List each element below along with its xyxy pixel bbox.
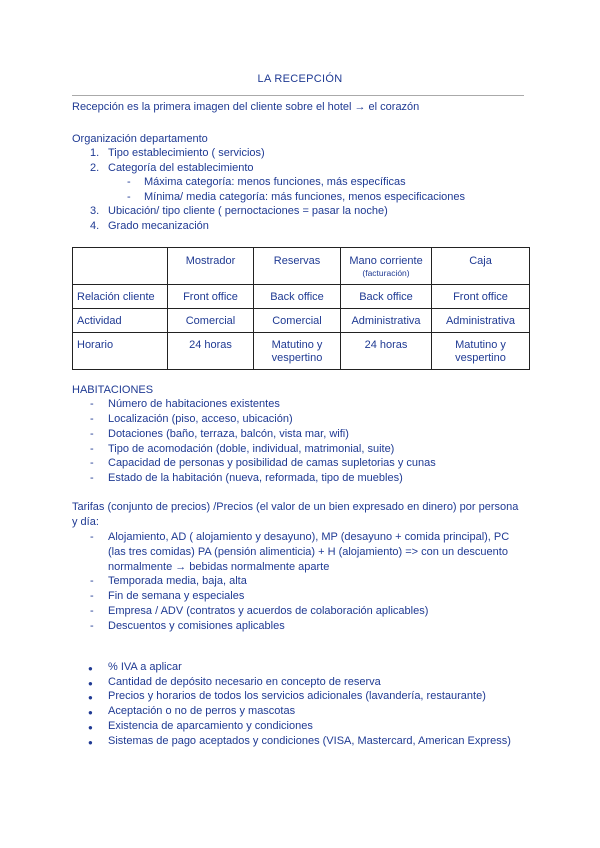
habitaciones-item: Número de habitaciones existentes <box>108 398 280 410</box>
table-header-row <box>73 248 530 285</box>
org-item-2: Categoría del establecimiento <box>108 162 254 174</box>
extras-item: Cantidad de depósito necesario en concepto de reserva <box>108 676 381 688</box>
dash-bullet: - <box>90 443 94 455</box>
org-item-3-num: 3. <box>90 205 100 217</box>
table-header-cell: Mostrador <box>168 248 254 285</box>
title-divider <box>72 95 524 96</box>
table-header-empty <box>73 248 168 285</box>
dash-bullet: - <box>90 575 94 587</box>
extras-item: Existencia de aparcamiento y condiciones <box>108 720 313 732</box>
table-cell: Comercial <box>168 309 254 333</box>
table-row <box>73 309 530 333</box>
org-subitem-2-dash: - <box>127 191 131 203</box>
table-cell: 24 horas <box>341 333 432 370</box>
extras-item: Sistemas de pago aceptados y condiciones (VISA, Mastercard, American Express) <box>108 735 511 747</box>
extras-item: Aceptación o no de perros y mascotas <box>108 705 296 717</box>
reception-table <box>72 247 530 370</box>
table-cell: Actividad <box>73 309 168 333</box>
table-cell: Matutino y vespertino <box>432 333 530 370</box>
tarifas-item: Empresa / ADV (contratos y acuerdos de colaboración aplicables) <box>108 605 429 617</box>
habitaciones-item: Estado de la habitación (nueva, reformada, tipo de muebles) <box>108 472 403 484</box>
table-cell: Matutino y vespertino <box>254 333 341 370</box>
tarifas-item: Descuentos y comisiones aplicables <box>108 620 285 632</box>
org-item-1-num: 1. <box>90 147 100 159</box>
bullet-dot-icon: ● <box>88 664 93 673</box>
tarifas-item: Temporada media, baja, alta <box>108 575 247 587</box>
table-cell: Front office <box>432 285 530 309</box>
table-cell: Back office <box>341 285 432 309</box>
table-cell: Front office <box>168 285 254 309</box>
tarifas-item-line: Alojamiento, AD ( alojamiento y desayuno), MP (desayuno + comida principal), PC <box>108 531 510 543</box>
org-item-3: Ubicación/ tipo cliente ( pernoctaciones = pasar la noche) <box>108 205 388 217</box>
table-cell: 24 horas <box>168 333 254 370</box>
dash-bullet: - <box>90 620 94 632</box>
habitaciones-item: Tipo de acomodación (doble, individual, matrimonial, suite) <box>108 443 395 455</box>
habitaciones-item: Dotaciones (baño, terraza, balcón, vista mar, wifi) <box>108 428 349 440</box>
bullet-dot-icon: ● <box>88 723 93 732</box>
table-header-cell: Reservas <box>254 248 341 285</box>
habitaciones-item: Localización (piso, acceso, ubicación) <box>108 413 293 425</box>
dash-bullet: - <box>90 590 94 602</box>
bullet-dot-icon: ● <box>88 693 93 702</box>
table-cell: Administrativa <box>341 309 432 333</box>
tarifas-item-line: (las tres comidas) PA (pensión alimenticia) + H (alojamiento) => con un descuento <box>108 546 508 558</box>
table-header-cell: Caja <box>432 248 530 285</box>
table-header-cell <box>341 248 432 285</box>
org-item-4-num: 4. <box>90 220 100 232</box>
org-item-4: Grado mecanización <box>108 220 209 232</box>
tarifas-heading-line2: y día: <box>72 516 99 528</box>
dash-bullet: - <box>90 398 94 410</box>
org-subitem-1-dash: - <box>127 176 131 188</box>
table-header-text: Mano corriente <box>349 255 423 267</box>
org-item-1: Tipo establecimiento ( servicios) <box>108 147 265 159</box>
table-cell: Administrativa <box>432 309 530 333</box>
org-heading: Organización departamento <box>72 133 208 145</box>
page-title: LA RECEPCIÓN <box>257 73 343 85</box>
dash-bullet: - <box>90 472 94 484</box>
dash-bullet: - <box>90 605 94 617</box>
tarifas-heading-line1: Tarifas (conjunto de precios) /Precios (el valor de un bien expresado en dinero) por persona <box>72 501 519 513</box>
tarifas-item: Fin de semana y especiales <box>108 590 245 602</box>
dash-bullet: - <box>90 457 94 469</box>
bullet-dot-icon: ● <box>88 738 93 747</box>
tarifas-item-line: normalmente → bebidas normalmente aparte <box>108 561 330 573</box>
bullet-dot-icon: ● <box>88 708 93 717</box>
table-row <box>73 285 530 309</box>
org-item-2-num: 2. <box>90 162 100 174</box>
dash-bullet: - <box>90 413 94 425</box>
table-cell: Relación cliente <box>73 285 168 309</box>
table-row <box>73 333 530 370</box>
table-header-subtext: (facturación) <box>362 268 410 278</box>
table-cell: Horario <box>73 333 168 370</box>
org-subitem-2: Mínima/ media categoría: más funciones, menos especificaciones <box>144 191 465 203</box>
intro-text: Recepción es la primera imagen del cliente sobre el hotel → el corazón <box>72 101 420 113</box>
table-cell: Back office <box>254 285 341 309</box>
org-subitem-1: Máxima categoría: menos funciones, más específicas <box>144 176 406 188</box>
dash-bullet: - <box>90 531 94 543</box>
extras-item: Precios y horarios de todos los servicios adicionales (lavandería, restaurante) <box>108 690 486 702</box>
habitaciones-item: Capacidad de personas y posibilidad de camas supletorias y cunas <box>108 457 436 469</box>
dash-bullet: - <box>90 428 94 440</box>
bullet-dot-icon: ● <box>88 679 93 688</box>
extras-item: % IVA a aplicar <box>108 661 182 673</box>
habitaciones-heading: HABITACIONES <box>72 384 154 396</box>
table-cell: Comercial <box>254 309 341 333</box>
